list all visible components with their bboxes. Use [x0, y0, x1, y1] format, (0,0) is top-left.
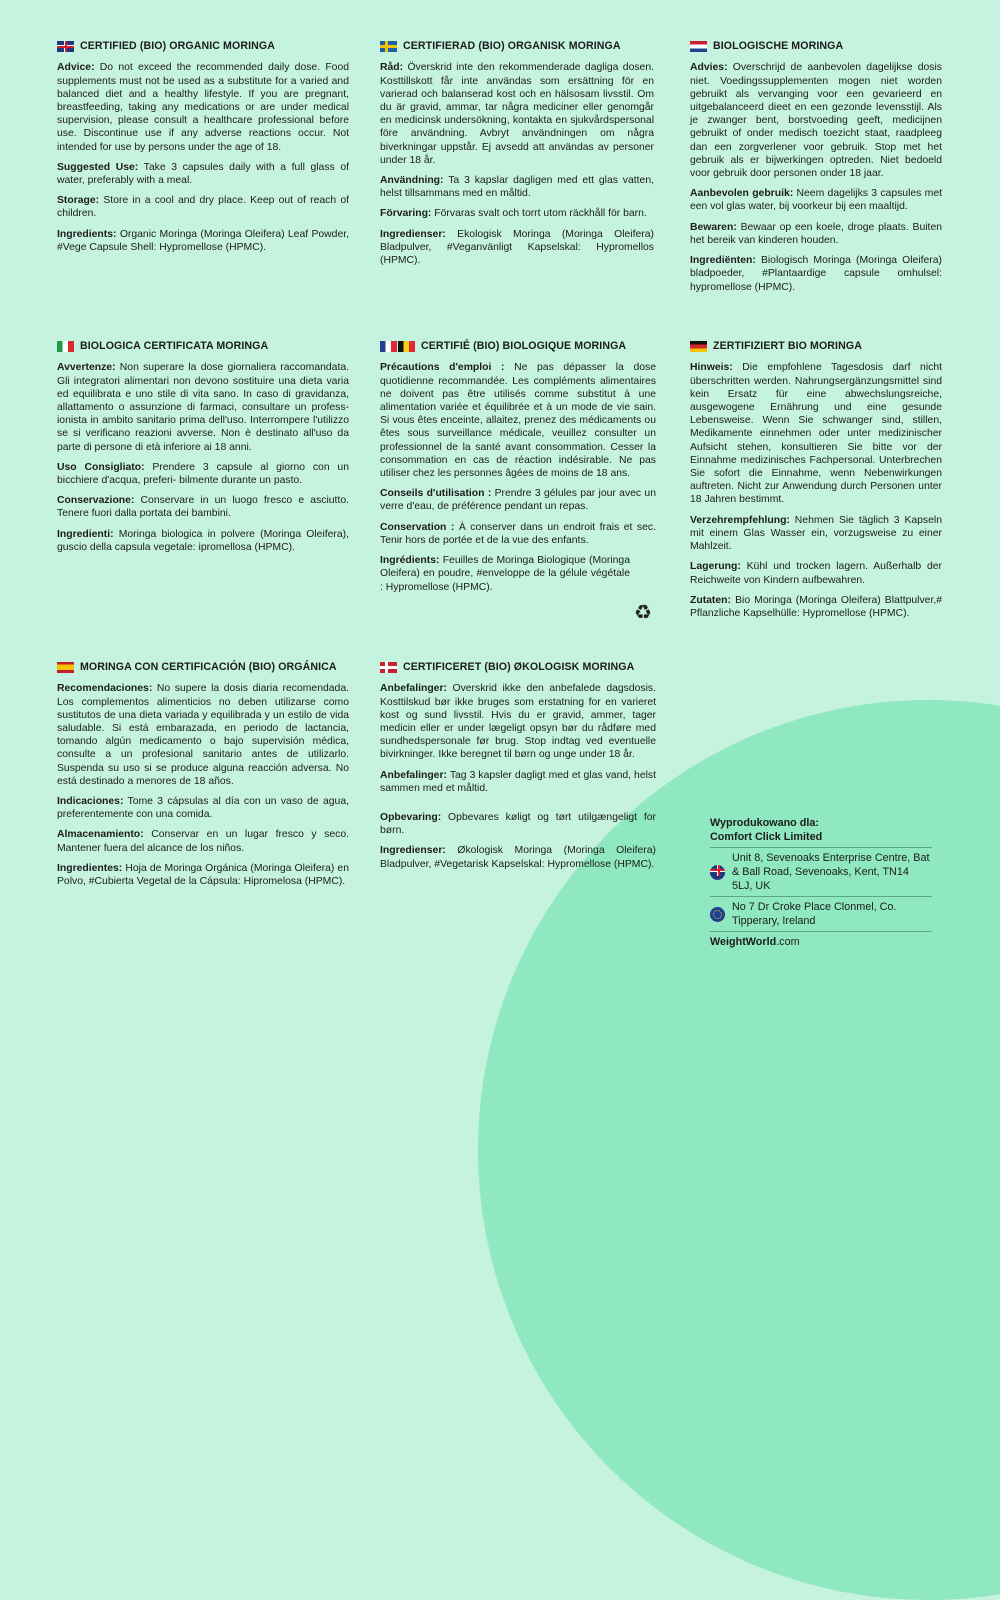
storage-text: Conservation : À conserver dans un endroit frais et sec. Tenir hors de portée et de la vue des enfants.: [380, 521, 656, 546]
denmark-flag-icon: [380, 662, 397, 673]
ingredients-text: Ingrédients: Feuilles de Moringa Biologique (Moringa Oleifera) en poudre, #enveloppe de la gélule végétale : Hypromellose (HPMC).: [380, 555, 630, 593]
section-title: CERTIFIERAD (BIO) ORGANISK MORINGA: [403, 40, 621, 52]
section-title: CERTIFICERET (BIO) ØKOLOGISK MORINGA: [403, 661, 635, 673]
ingredients-text: Ingredienser: Økologisk Moringa (Moringa Oleifera) Bladpulver, #Vegetarisk Kapselskal: Hypromellose (HPMC).: [380, 845, 656, 870]
ingredients-text: Ingredienser: Ekologisk Moringa (Moringa Oleifera) Bladpulver, #Veganvänligt Kapselskal: Hypromellos (HPMC).: [380, 228, 655, 267]
section-title: ZERTIFIZIERT BIO MORINGA: [713, 340, 862, 352]
ingredients-text: Ingredients: Organic Moringa (Moringa Oleifera) Leaf Powder, #Vege Capsule Shell: Hypromellose (HPMC).: [57, 228, 350, 253]
ie-address: No 7 Dr Croke Place Clonmel, Co. Tipperary, Ireland: [732, 901, 897, 928]
ingredients-text: Zutaten: Bio Moringa (Moringa Oleifera) Blattpulver,# Pflanzliche Kapselhülle: Hypromellose (HPMC).: [690, 594, 942, 619]
storage-text: Conservazione: Conservare in un luogo fresco e asciutto. Tenere fuori dalla portata dei bambini.: [57, 495, 349, 520]
netherlands-flag-icon: [690, 41, 707, 52]
use-text: Indicaciones: Tome 3 cápsulas al día con un vaso de agua, preferentemente con una comida.: [57, 796, 349, 821]
manufacturer-company: Comfort Click Limited: [710, 831, 823, 844]
use-text: Uso Consigliato: Prendere 3 capsule al giorno con un bicchiere d'acqua, preferi- bilmente durante un pasto.: [57, 461, 349, 487]
use-text: Användning: Ta 3 kapslar dagligen med ett glas vatten, helst tillsammans med en måltid.: [380, 175, 654, 200]
section-sv: [380, 40, 654, 274]
use-text: Aanbevolen gebruik: Neem dagelijks 3 capsules met een vol glas water, bij voorkeur bij een maaltijd.: [690, 188, 942, 213]
storage-text: Opbevaring: Opbevares køligt og tørt utilgængeligt for børn.: [380, 812, 656, 837]
section-title: BIOLOGISCHE MORINGA: [713, 40, 844, 52]
storage-text: Lagerung: Kühl und trocken lagern. Außerhalb der Reichweite von Kindern aufbewahren.: [690, 561, 943, 586]
uk-flag-icon: [57, 41, 74, 52]
section-nl: [690, 40, 942, 301]
uk-address: Unit 8, Sevenoaks Enterprise Centre, Bat & Ball Road, Sevenoaks, Kent, TN14 5LJ, UK: [732, 852, 930, 893]
storage-text: Bewaren: Bewaar op een koele, droge plaats. Buiten het bereik van kinderen houden.: [690, 221, 943, 246]
section-title: CERTIFIÉ (BIO) BIOLOGIQUE MORINGA: [421, 340, 627, 352]
advice-text: Anbefalinger: Overskrid ikke den anbefalede dagsdosis. Kosttilskud bør ikke bruges som erstatning for en varieret kost og sund livsstil. Hvis du er gravid, ammer, tager medicin eller er under lægeligt opsyn bør du rådføre med sundhedspersonale før brug. Stop indtag ved eventuelle bivirkninger. Ikke beregnet til børn og unge under 18 år.: [380, 683, 656, 761]
advice-text: Hinweis: Die empfohlene Tagesdosis darf nicht überschritten werden. Nahrungsergänzungsmittel sind kein Ersatz für eine abwechslungsreiche, ausgewogene Ernährung und eine gesunde Lebensweise. Wenn Sie schwanger sind, stillen, Medikamente einnehmen oder unter medizinischer Aufsicht stehen, konsultieren Sie bitte vor der Einnahme medizinisches Fachpersonal. Unterbrechen Sie sofort die Einnahme, wenn Nebenwirkungen auftreten. Nicht zur Anwendung durch Personen unter 18 Jahren bestimmt.: [690, 362, 942, 506]
advice-text: Råd: Överskrid inte den rekommenderade dagliga dosen. Kosttillskott får inte användas som ersättning för en varierad och balanserad kost och en hälsosam livsstil. Om du är gravid, ammar, tar några mediciner eller genomgår en medicinsk undersökning, kontakta en sjukvårdspersonal före användning. Avbryt användningen om några biverkningar uppstår. Ej avsedd att användas av personer under 18 år.: [380, 62, 654, 166]
uk-flag-icon: [710, 865, 725, 880]
ingredients-text: Ingredientes: Hoja de Moringa Orgánica (Moringa Oleifera) en Polvo, #Cubierta Vegetal de la Cápsula: Hipromelosa (HPMC).: [57, 862, 349, 888]
section-title: MORINGA CON CERTIFICACIÓN (BIO) ORGÁNICA: [80, 661, 337, 673]
brand-name: WeightWorld.com: [710, 931, 932, 949]
recycle-icon: ♻: [634, 602, 652, 624]
section-title: BIOLOGICA CERTIFICATA MORINGA: [80, 340, 269, 352]
section-de: [690, 340, 942, 627]
section-es: [57, 661, 349, 895]
section-it: [57, 340, 349, 561]
eu-flag-icon: [710, 907, 725, 922]
use-text: Suggested Use: Take 3 capsules daily with a full glass of water, preferably with a meal.: [57, 161, 349, 187]
advice-text: Précautions d'emploi : Ne pas dépasser la dose quotidienne recommandée. Les compléments alimentaires ne doivent pas être utilisés comme substitut à une alimentation variée et équilibrée et à un mode de vie sain. Si vous êtes enceinte, allaitez, prenez des médicaments ou êtes sous surveillance médicale, veuillez consulter un professionnel de la santé avant consommation. Cesser la consommation en cas de réaction indésirable. Ne pas utiliser chez les personnes âgées de moins de 18 ans.: [380, 362, 656, 480]
ingredients-text: Ingredienti: Moringa biologica in polvere (Moringa Oleifera), guscio della capsula vegetale: ipromellosa (HPMC).: [57, 528, 350, 553]
use-text: Anbefalinger: Tag 3 kapsler dagligt med et glas vand, helst sammen med et måltid.: [380, 769, 656, 794]
advice-text: Advies: Overschrijd de aanbevolen dagelijkse dosis niet. Voedingssupplementen mogen niet worden gebruikt als vervanging voor een gevarieerd en uitgebalanceerd dieet en een gezonde levensstijl. Als je zwanger bent, borstvoeding geeft, medicijnen gebruikt of onder medisch toezicht staat, raadpleeg dan een zorgverlener voor gebruik. Stop met het gebruik als er bijwerkingen optreden. Niet bedoeld voor gebruik door personen onder 18 jaar.: [690, 62, 942, 180]
manufacturer-heading: Wyprodukowano dla:: [710, 817, 819, 829]
ingredients-text: Ingrediënten: Biologisch Moringa (Moringa Oleifera) bladpoeder, #Plantaardige capsule omhulsel: hypromellose (HPMC).: [690, 255, 943, 293]
germany-flag-icon: [690, 341, 707, 352]
manufacturer-info: [710, 816, 932, 949]
uk-address-row: [710, 847, 932, 896]
italy-flag-icon: [57, 341, 74, 352]
storage-text: Storage: Store in a cool and dry place. Keep out of reach of children.: [57, 195, 349, 220]
storage-text: Förvaring: Förvaras svalt och torrt utom räckhåll för barn.: [380, 208, 647, 220]
use-text: Verzehrempfehlung: Nehmen Sie täglich 3 Kapseln mit einem Glas Wasser ein, vorzugsweise zu einer Mahlzeit.: [690, 514, 942, 553]
belgium-flag-icon: [398, 341, 415, 352]
use-text: Conseils d'utilisation : Prendre 3 gélules par jour avec un verre d'eau, de préférence pendant un repas.: [380, 488, 656, 513]
spain-flag-icon: [57, 662, 74, 673]
advice-text: Advice: Do not exceed the recommended daily dose. Food supplements must not be used as a substitute for a varied and balanced diet and a healthy lifestyle. If you are pregnant, breastfeeding, taking any medications or are under medical supervision, please consult a healthcare professional before use. Discontinue use if any adverse reactions occur. Not intended for use by persons under the age of 18.: [57, 62, 350, 153]
section-title: CERTIFIED (BIO) ORGANIC MORINGA: [80, 40, 275, 52]
france-flag-icon: [380, 341, 397, 352]
section-fr: [380, 340, 656, 601]
advice-text: Recomendaciones: No supere la dosis diaria recomendada. Los complementos alimenticios no deben utilizarse como sustitutos de una dieta variada y equilibrada y un estilo de vida saludable. Si está embarazada, en periodo de lactancia, tomando algún medicamento o bajo supervisión médica, consulte a un profesional sanitario antes de utilizarlo. Suspenda su uso si se produce alguna reacción adversa. No está destinado a menores de 18 años.: [57, 683, 349, 787]
advice-text: Avvertenze: Non superare la dose giornaliera raccomandata. Gli integratori alimentari non devono sostituire una dieta varia ed equilibrata e uno stile di vita sano. In caso di gravidanza, allattamento o assunzione di farmaci, consultare un profess- ionista in ambito sanitario prima dell'uso. Interrompere l'utilizzo se si verificano reazioni avverse. Non è destinato all'uso da parte di persone di età inferiore ai 18 anni.: [57, 362, 350, 453]
section-dk: [380, 661, 656, 878]
section-en: [57, 40, 349, 261]
sweden-flag-icon: [380, 41, 397, 52]
ie-address-row: [710, 896, 932, 931]
storage-text: Almacenamiento: Conservar en un lugar fresco y seco. Mantener fuera del alcance de los niños.: [57, 829, 350, 854]
